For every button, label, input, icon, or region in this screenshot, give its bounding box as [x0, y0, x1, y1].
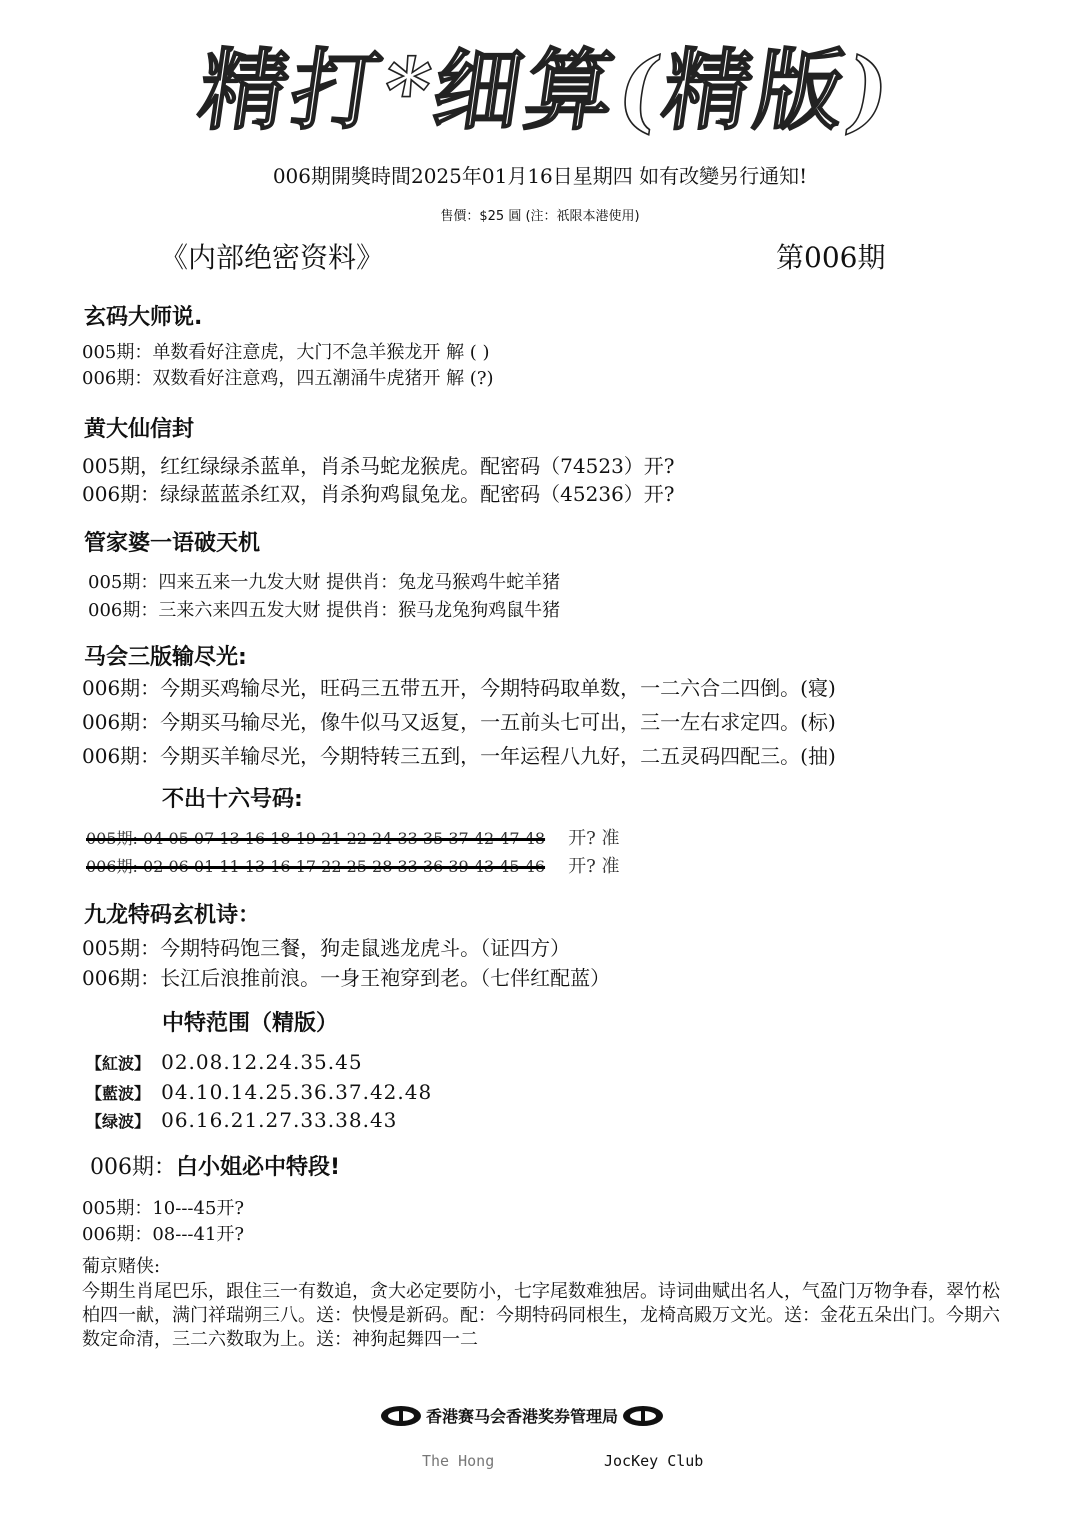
excluded-numbers: 006期: 02 06 01 11 13 16 17 22 25 28 33 36 39 43 45 46 — [86, 857, 546, 876]
huangdaxian-line: 005期，红红绿绿杀蓝单，肖杀马蛇龙猴虎。配密码（74523）开? — [82, 454, 675, 478]
wave-label: 【藍波】 — [86, 1084, 151, 1103]
footer-text-left: The Hong — [422, 1452, 495, 1470]
wave-numbers: 06.16.21.27.33.38.43 — [161, 1108, 398, 1132]
section-title-mahui: 马会三版输尽光: — [84, 645, 247, 670]
pujing-paragraph: 今期生肖尾巴乐，跟住三一有数追，贪大必定要防小，七字尾数难独居。诗词曲赋出名人，气盈门万物争春，翠竹松柏四一献，满门祥瑞朔三八。送：快慢是新码。配：今期特码同根生，龙椅高殿万文光。送：金花五朵出门。今期六数定命清，三二六数取为上。送：神狗起舞四一二 — [82, 1281, 1000, 1350]
section-title-pujing: 葡京赌侠: — [82, 1256, 161, 1277]
baixiaojie-issue: 006期： — [90, 1155, 176, 1180]
baixiaojie-line: 006期：08---41开? — [82, 1224, 245, 1245]
masthead-title: 精打*细算(精版) — [192, 38, 901, 142]
huangdaxian-line: 006期：绿绿蓝蓝杀红双，肖杀狗鸡鼠兔龙。配密码（45236）开? — [82, 482, 675, 506]
baixiaojie-title: 白小姐必中特段! — [176, 1155, 341, 1180]
guanjiapo-line: 005期：四来五来一九发大财 提供肖：兔龙马猴鸡牛蛇羊猪 — [88, 572, 561, 593]
excluded-numbers-row — [86, 852, 620, 878]
section-title-xuanma: 玄码大师说. — [84, 305, 203, 330]
jiulong-line: 005期：今期特码饱三餐，狗走鼠逃龙虎斗。（证四方） — [82, 936, 571, 960]
row-result: 开? 准 — [568, 828, 620, 849]
footer-organization — [380, 1404, 720, 1427]
section-title-buchu: 不出十六号码: — [162, 787, 303, 812]
wave-numbers: 02.08.12.24.35.45 — [161, 1050, 363, 1074]
wave-label: 【紅波】 — [86, 1054, 151, 1073]
wave-row-green — [86, 1108, 397, 1132]
wave-row-red — [86, 1050, 363, 1074]
price-note: 售價：$25 圓 (注：祇限本港使用) — [440, 209, 640, 224]
wave-numbers: 04.10.14.25.36.37.42.48 — [161, 1080, 433, 1104]
mahui-line: 006期：今期买马输尽光，像牛似马又返复，一五前头七可出，三一左右求定四。(标) — [82, 710, 836, 734]
mahui-line: 006期：今期买羊输尽光，今期特转三五到，一年运程八九好，二五灵码四配三。(抽) — [82, 744, 836, 768]
footer-text-right: JocKey Club — [604, 1452, 704, 1470]
section-title-jiulong: 九龙特码玄机诗： — [84, 903, 261, 928]
baixiaojie-line: 005期：10---45开? — [82, 1198, 245, 1219]
section-title-fanwei: 中特范围（精版） — [162, 1011, 339, 1036]
section-title-huangdaxian: 黄大仙信封 — [84, 417, 195, 442]
draw-notice: 006期開獎時間2025年01月16日星期四 如有改變另行通知! — [272, 164, 808, 188]
xuanma-line: 005期：单数看好注意虎，大门不急羊猴龙开 解 ( ) — [82, 342, 490, 363]
section-title-baixiaojie — [90, 1150, 340, 1181]
issue-number: 第006期 — [776, 241, 886, 274]
guanjiapo-line: 006期：三来六来四五发大财 提供肖：猴马龙兔狗鸡鼠牛猪 — [88, 600, 561, 621]
masthead — [192, 30, 901, 150]
excluded-numbers: 005期: 04 05 07 13 16 18 19 21 22 24 33 35 37 42 47 48 — [86, 829, 546, 848]
mahui-line: 006期：今期买鸡输尽光，旺码三五带五开，今期特码取单数，一二六合二四倒。(寝) — [82, 676, 836, 700]
jockey-club-logo-icon — [380, 1405, 422, 1427]
jockey-club-logo-icon — [622, 1405, 664, 1427]
excluded-numbers-row — [86, 824, 620, 850]
wave-row-blue — [86, 1080, 432, 1104]
wave-label: 【绿波】 — [86, 1112, 151, 1131]
xuanma-line: 006期：双数看好注意鸡，四五潮涌牛虎猪开 解 (?) — [82, 368, 494, 389]
jiulong-line: 006期：长江后浪推前浪。一身王袍穿到老。（七伴红配蓝） — [82, 966, 611, 990]
document-title: 《内部绝密资料》 — [160, 241, 385, 274]
row-result: 开? 准 — [568, 856, 620, 877]
organization-name: 香港赛马会香港奖券管理局 — [426, 1407, 619, 1426]
section-title-guanjiapo: 管家婆一语破天机 — [84, 531, 261, 556]
